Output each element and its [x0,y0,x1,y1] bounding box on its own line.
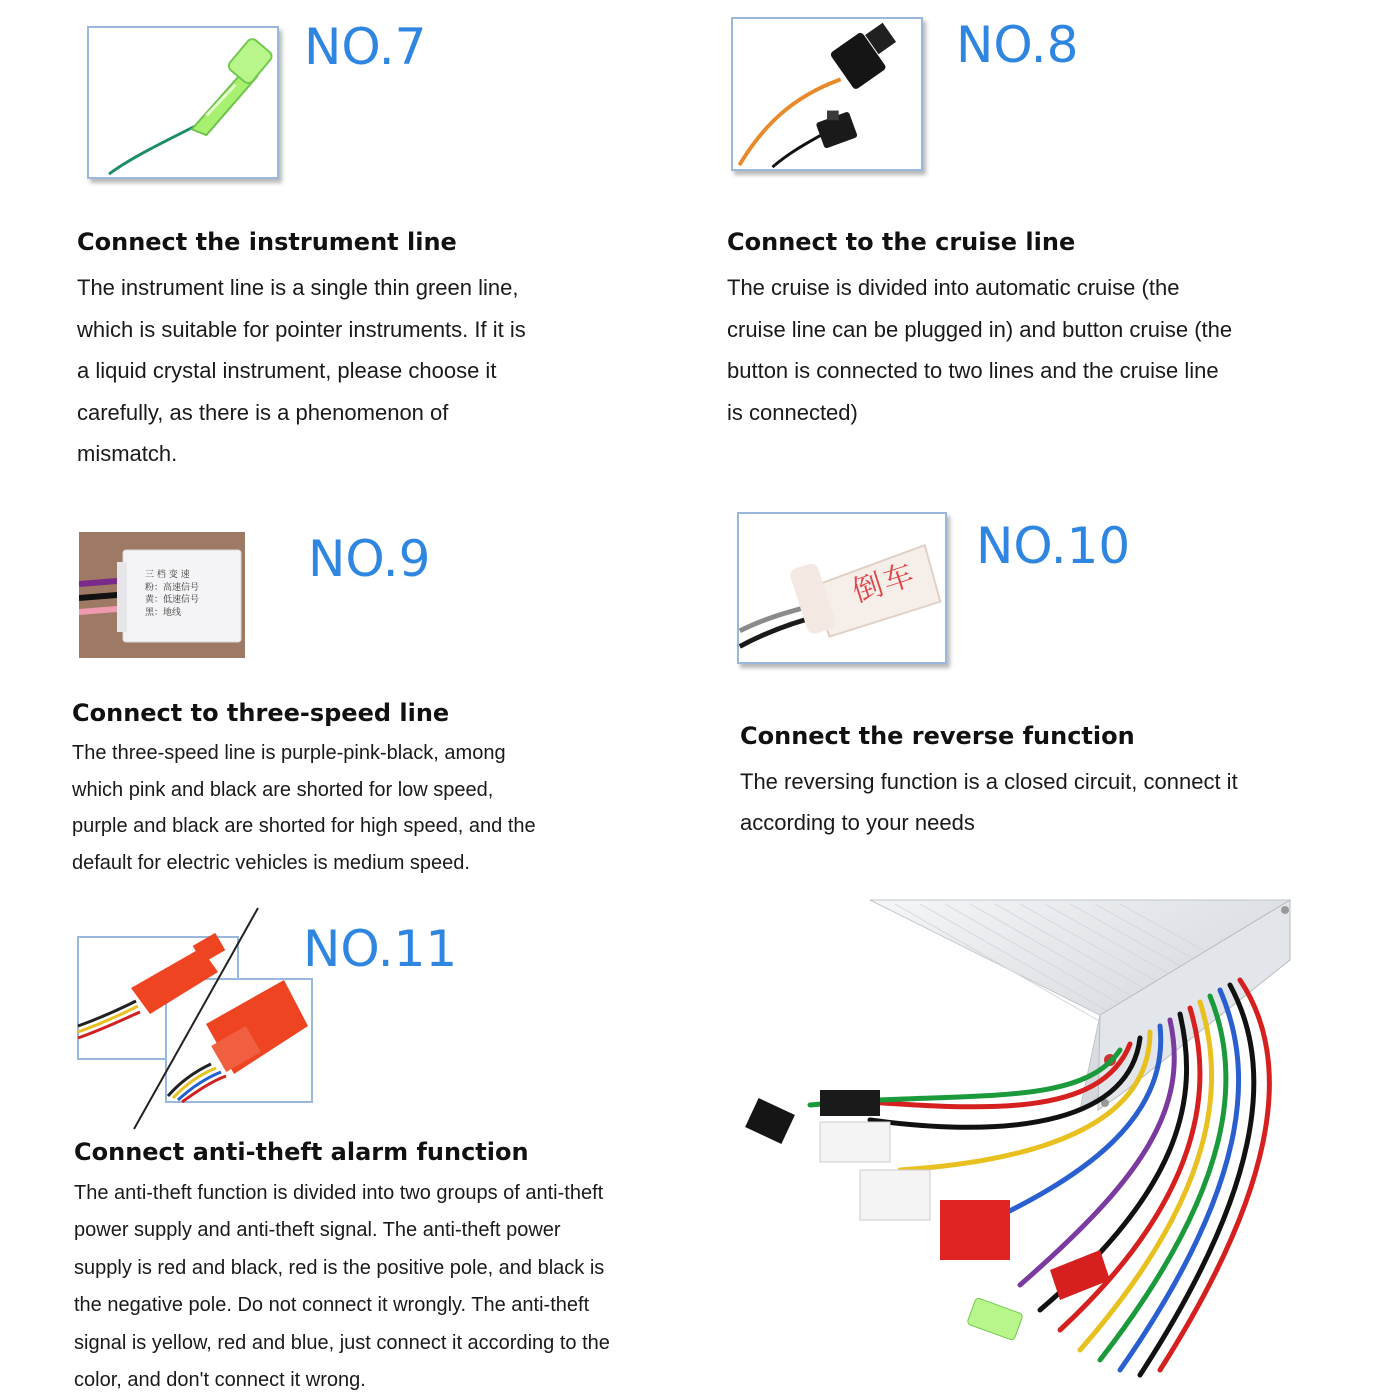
body-line: color, and don't connect it wrong. [74,1369,366,1392]
body-line: mismatch. [77,441,178,466]
body-line: The reversing function is a closed circuit, connect it [740,769,1238,794]
body-line: according to your needs [740,810,975,835]
body-line: carefully, as there is a phenomenon of [77,399,449,425]
body-line: button is connected to two lines and the cruise line [727,358,1219,383]
body-line: The three-speed line is purple-pink-black, among [72,742,506,764]
body-line: The anti-theft function is divided into two groups of anti-theft [74,1182,604,1204]
body-line: the negative pole. Do not connect it wrongly. The anti-theft [74,1294,590,1317]
body-cruise-line [727,267,1232,433]
three-speed-line-photo [79,532,245,658]
body-line: cruise line can be plugged in) and button cruise (the [727,316,1233,342]
section-number-11: NO.11 [303,920,458,978]
body-anti-theft [74,1175,610,1399]
anti-theft-photo [76,906,316,1131]
label-line: 黑：地线 [145,607,182,618]
body-line: The cruise is divided into automatic cruise (the [727,275,1180,300]
heading-cruise-line: Connect to the cruise line [727,228,1076,256]
anti-theft-connector-icon [76,906,316,1131]
heading-three-speed: Connect to three-speed line [72,699,450,727]
body-line: which pink and black are shorted for low speed, [72,778,494,801]
reverse-label: 倒车 [848,556,920,610]
body-line: a liquid crystal instrument, please choose it [77,358,497,383]
body-line: purple and black are shorted for high speed, and the [72,815,536,838]
cruise-line-photo [731,17,923,171]
body-line: power supply and anti-theft signal. The anti-theft power [74,1219,561,1242]
body-line: default for electric vehicles is medium speed. [72,852,470,875]
controller-box-icon [720,890,1320,1395]
body-three-speed [72,735,536,882]
body-reverse-function [740,761,1238,843]
body-line: The instrument line is a single thin green line, [77,275,519,300]
label-line: 黄：低速信号 [145,595,200,605]
instrument-line-photo [87,26,279,179]
section-number-9: NO.9 [308,530,431,588]
heading-instrument-line: Connect the instrument line [77,228,457,256]
cruise-connector-icon [733,19,921,169]
heading-reverse-function: Connect the reverse function [740,722,1135,750]
controller-photo [720,890,1320,1395]
body-line: is connected) [727,399,858,425]
green-connector-icon [89,28,277,177]
body-instrument-line [77,267,526,475]
label-line: 粉：高速信号 [145,582,200,593]
section-number-7: NO.7 [304,18,427,76]
connector-label [145,569,235,619]
label-line: 三 档 变 速 [145,570,190,580]
reverse-function-photo [737,512,947,664]
heading-anti-theft: Connect anti-theft alarm function [74,1138,529,1166]
body-line: supply is red and black, red is the positive pole, and black is [74,1256,605,1279]
body-line: signal is yellow, red and blue, just connect it according to the [74,1331,610,1354]
body-line: which is suitable for pointer instruments. If it is [77,316,526,342]
section-number-10: NO.10 [976,517,1131,575]
section-number-8: NO.8 [956,16,1079,74]
